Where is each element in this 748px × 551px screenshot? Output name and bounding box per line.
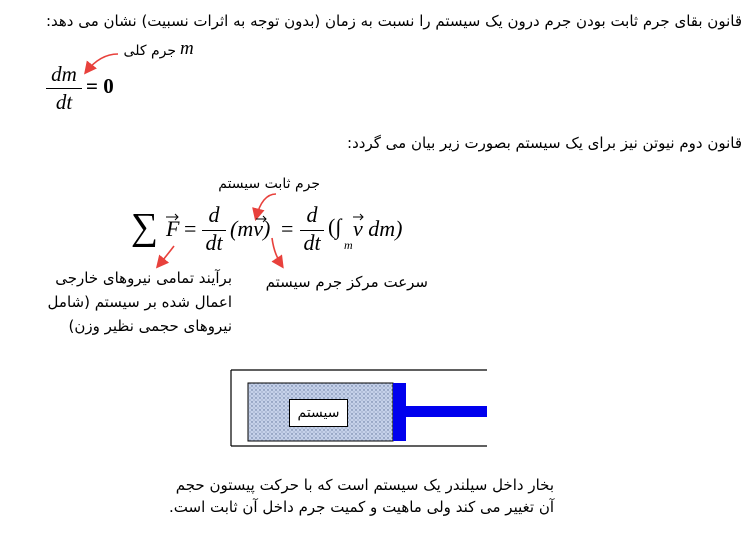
dm-numerator: dm xyxy=(51,62,77,86)
summation-sign: ∑ xyxy=(131,206,159,248)
piston-rod xyxy=(406,406,487,417)
d-numerator-2: d xyxy=(306,202,318,227)
mass-symbol: m xyxy=(180,38,194,59)
force-symbol: F xyxy=(166,216,180,241)
diagram-caption xyxy=(170,474,554,518)
dt-denominator: dt xyxy=(55,90,73,114)
fraction-bar xyxy=(46,88,82,89)
system-label-box xyxy=(289,399,348,427)
const-mass-label: جرم ثابت سیستم xyxy=(218,176,320,192)
force-label-line3: نیروهای حجمی نظیر وزن) xyxy=(68,317,232,335)
integrand: v dm) xyxy=(353,216,403,241)
fraction-bar-1 xyxy=(202,230,226,231)
velocity-label-arrow-icon xyxy=(264,236,294,276)
integral-subscript: m xyxy=(344,238,353,252)
equals-zero: = 0 xyxy=(86,74,114,98)
d-numerator-1: d xyxy=(208,202,220,227)
integral-open: (∫ xyxy=(328,214,342,239)
newton-heading: قانون دوم نیوتن نیز برای یک سیستم بصورت زیر بیان می گردد: xyxy=(347,134,742,152)
equals-2: = xyxy=(281,216,294,241)
force-vector-arrow-icon xyxy=(166,214,180,220)
fraction-bar-2 xyxy=(300,230,324,231)
mass-label: جرم کلی xyxy=(123,43,176,59)
momentum-term: (mv) xyxy=(230,216,271,241)
caption-line2: آن تغییر می کند ولی ماهیت و کمیت جرم داخل آن ثابت است. xyxy=(169,498,554,516)
dt-denominator-1: dt xyxy=(205,230,223,255)
dm-dt-fraction xyxy=(44,62,84,116)
piston xyxy=(393,383,406,441)
dt-denominator-2: dt xyxy=(303,230,321,255)
force-label-line1: برآیند تمامی نیروهای خارجی xyxy=(55,269,232,287)
momentum-vector-arrow-icon xyxy=(256,216,268,222)
force-label xyxy=(20,266,232,338)
equals-1: = xyxy=(184,216,197,241)
conservation-heading: قانون بقای جرم ثابت بودن جرم درون یک سیستم را نسبت به زمان (بدون توجه به اثرات نسبیت) نشان می دهد: xyxy=(45,12,742,30)
force-label-line2: اعمال شده بر سیستم (شامل xyxy=(47,293,232,311)
cylinder-diagram xyxy=(231,369,491,447)
velocity-vector-arrow-icon xyxy=(353,214,365,220)
velocity-label: سرعت مرکز جرم سیستم xyxy=(265,273,428,291)
system-label: سیستم xyxy=(297,405,340,421)
caption-line1: بخار داخل سیلندر یک سیستم است که با حرکت پیستون حجم xyxy=(175,476,554,494)
